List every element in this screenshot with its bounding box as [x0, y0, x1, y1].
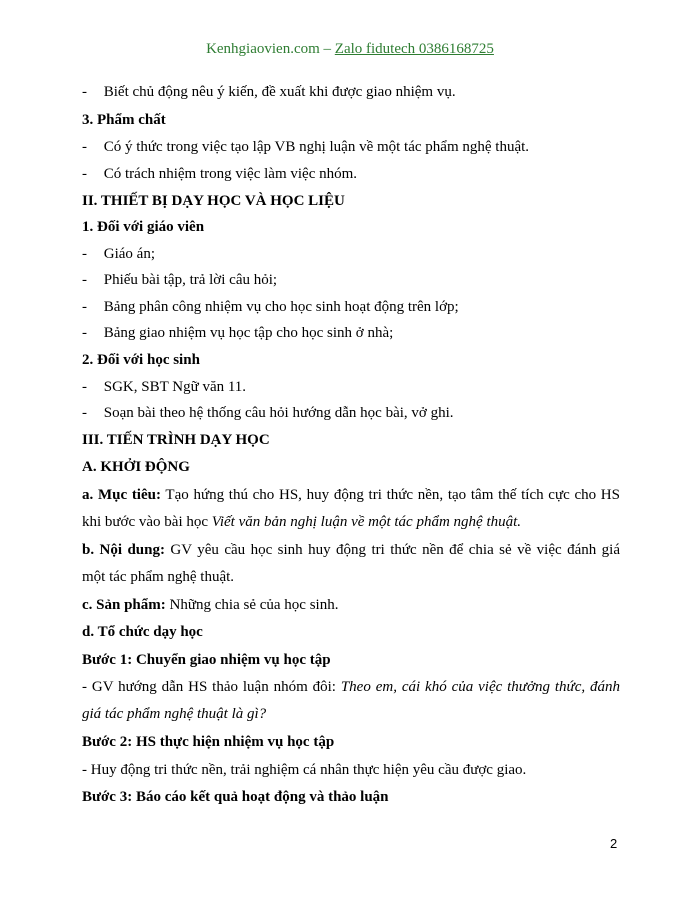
san-pham: c. Sản phẩm: Những chia sẻ của học sinh.: [82, 597, 339, 613]
bullet-item: - Phiếu bài tập, trả lời câu hỏi;: [82, 272, 278, 288]
page-header: [0, 41, 700, 58]
heading-giao-vien: 1. Đối với giáo viên: [82, 219, 205, 235]
header-separator: –: [319, 41, 335, 57]
muc-tieu-line2: khi bước vào bài học Viết văn bản nghị luận về một tác phẩm nghệ thuật.: [82, 514, 522, 530]
header-zalo-link[interactable]: Zalo fidutech 0386168725: [334, 41, 494, 57]
header-site[interactable]: Kenhgiaovien.com: [206, 41, 320, 57]
noi-dung-line2: một tác phẩm nghệ thuật.: [82, 569, 235, 585]
section-heading-a: A. KHỞI ĐỘNG: [82, 459, 190, 475]
to-chuc-heading: d. Tổ chức dạy học: [82, 624, 203, 640]
noi-dung-line1: b. Nội dung: GV yêu cầu học sinh huy động tri thức nền để chia sẻ về việc đánh giá: [82, 542, 621, 558]
buoc-1-line1: - GV hướng dẫn HS thảo luận nhóm đôi: Theo em, cái khó của việc thưởng thức, đánh: [82, 679, 620, 695]
bullet-item: - Bảng giao nhiệm vụ học tập cho học sinh ở nhà;: [82, 325, 394, 341]
bullet-item: - Biết chủ động nêu ý kiến, đề xuất khi được giao nhiệm vụ.: [82, 84, 456, 100]
bullet-item: - Có ý thức trong việc tạo lập VB nghị luận về một tác phẩm nghệ thuật.: [82, 139, 530, 155]
bullet-item: - SGK, SBT Ngữ văn 11.: [82, 379, 247, 395]
muc-tieu-line1: a. Mục tiêu: Tạo hứng thú cho HS, huy động tri thức nền, tạo tâm thế tích cực cho HS: [82, 487, 620, 503]
heading-pham-chat: 3. Phẩm chất: [82, 112, 166, 128]
bullet-item: - Soạn bài theo hệ thống câu hỏi hướng dẫn học bài, vở ghi.: [82, 405, 454, 421]
page-number: 2: [610, 836, 618, 851]
bullet-item: - Giáo án;: [82, 246, 155, 262]
buoc-2-heading: Bước 2: HS thực hiện nhiệm vụ học tập: [82, 734, 335, 750]
buoc-3-heading: Bước 3: Báo cáo kết quả hoạt động và thảo luận: [82, 789, 389, 805]
buoc-1-heading: Bước 1: Chuyển giao nhiệm vụ học tập: [82, 652, 331, 668]
bullet-item: - Bảng phân công nhiệm vụ cho học sinh hoạt động trên lớp;: [82, 299, 459, 315]
section-heading-ii: II. THIẾT BỊ DẠY HỌC VÀ HỌC LIỆU: [82, 193, 345, 209]
buoc-2-text: - Huy động tri thức nền, trải nghiệm cá nhân thực hiện yêu cầu được giao.: [82, 762, 527, 778]
section-heading-iii: III. TIẾN TRÌNH DẠY HỌC: [82, 432, 270, 448]
bullet-item: - Có trách nhiệm trong việc làm việc nhóm.: [82, 166, 358, 182]
heading-hoc-sinh: 2. Đối với học sinh: [82, 352, 200, 368]
buoc-1-line2: giá tác phẩm nghệ thuật là gì?: [82, 706, 267, 722]
